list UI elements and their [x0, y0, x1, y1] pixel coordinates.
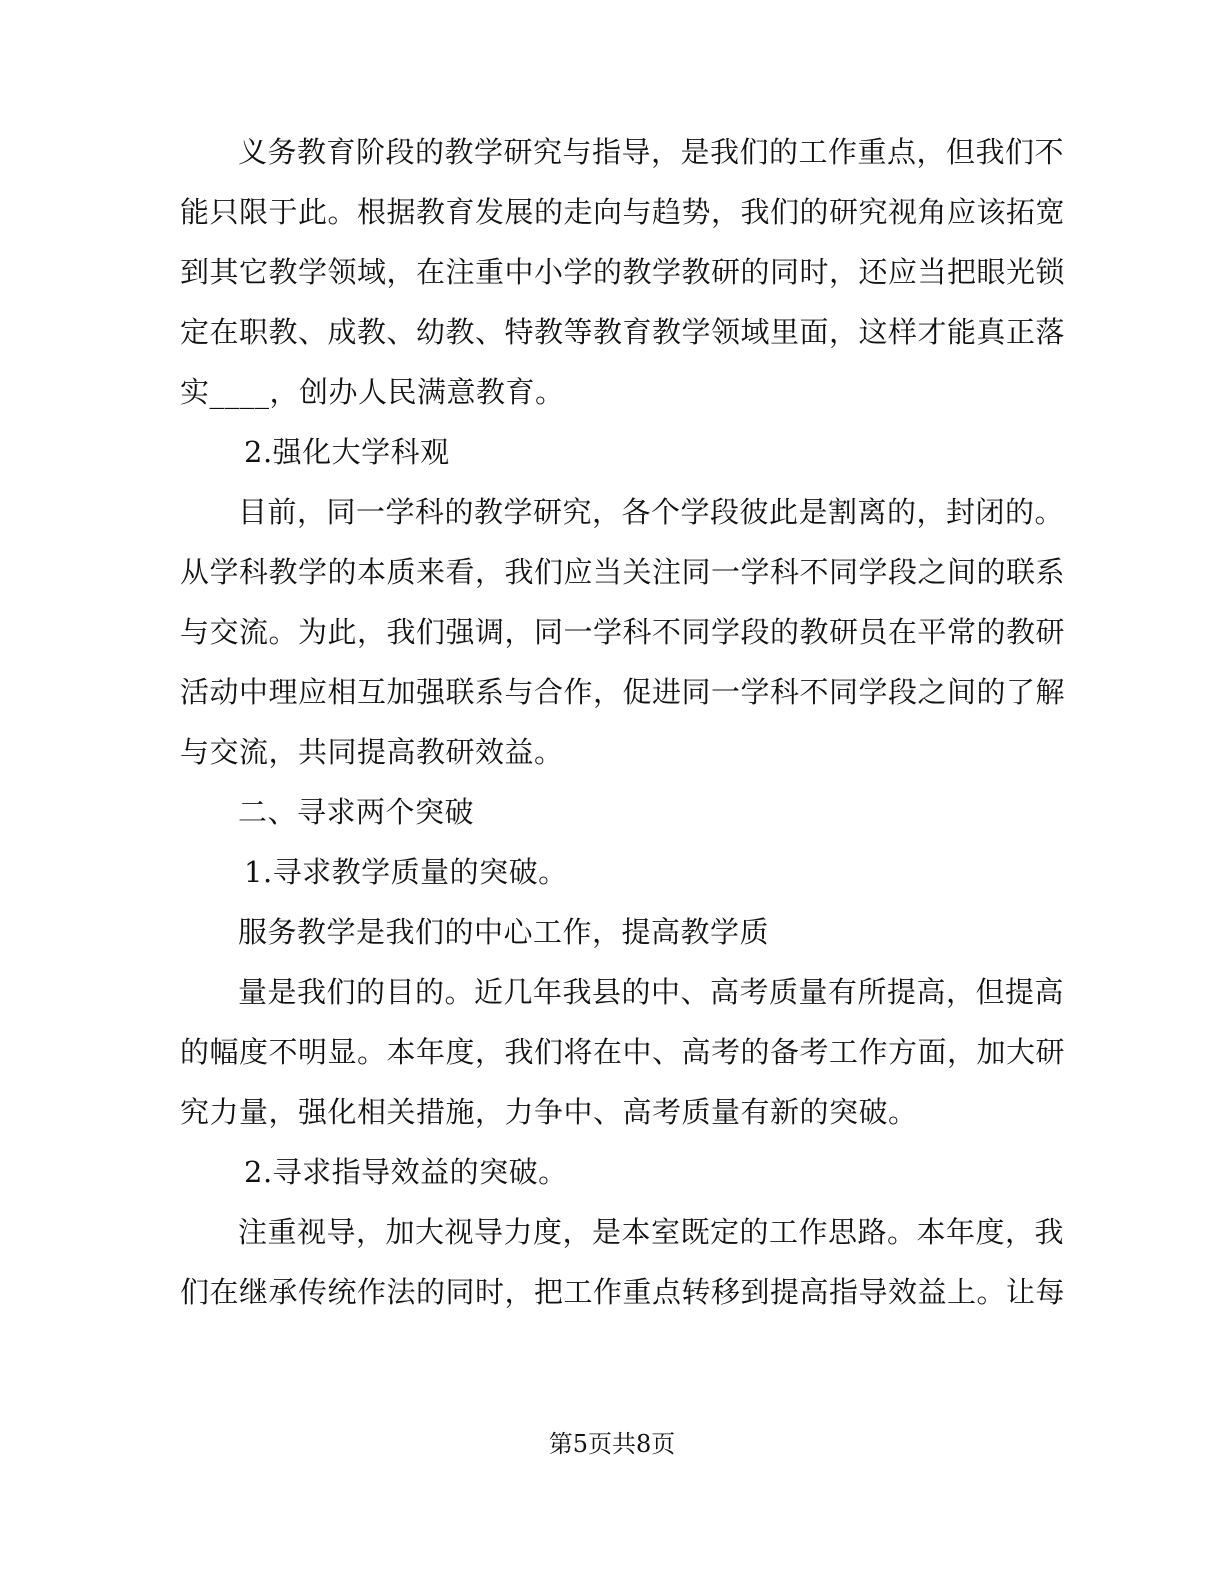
text-line: 与交流，共同提高教研效益。 — [180, 735, 564, 769]
subsection-heading: 1.寻求教学质量的突破。 — [244, 855, 568, 889]
text-line: 的幅度不明显。本年度，我们将在中、高考的备考工作方面，加大研 — [180, 1035, 1066, 1069]
text-line: 服务教学是我们的中心工作，提高教学质 — [238, 915, 770, 949]
text-line: 量是我们的目的。近几年我县的中、高考质量有所提高，但提高 — [238, 975, 1065, 1009]
page-number-footer: 第5页共8页 — [548, 1430, 676, 1458]
text-line: 目前，同一学科的教学研究，各个学段彼此是割离的，封闭的。 — [238, 495, 1065, 529]
text-line: 实____，创办人民满意教育。 — [180, 375, 565, 409]
section-heading: 2.强化大学科观 — [244, 435, 450, 469]
text-line: 义务教育阶段的教学研究与指导，是我们的工作重点，但我们不 — [238, 135, 1065, 169]
text-line: 定在职教、成教、幼教、特教等教育教学领域里面，这样才能真正落 — [180, 315, 1066, 349]
text-line: 究力量，强化相关措施，力争中、高考质量有新的突破。 — [180, 1095, 918, 1129]
text-line: 到其它教学领域，在注重中小学的教学教研的同时，还应当把眼光锁 — [180, 255, 1066, 289]
text-line: 从学科教学的本质来看，我们应当关注同一学科不同学段之间的联系 — [180, 555, 1066, 589]
text-line: 活动中理应相互加强联系与合作，促进同一学科不同学段之间的了解 — [180, 675, 1066, 709]
text-line: 与交流。为此，我们强调，同一学科不同学段的教研员在平常的教研 — [180, 615, 1066, 649]
section-heading: 二、寻求两个突破 — [238, 795, 475, 829]
text-line: 们在继承传统作法的同时，把工作重点转移到提高指导效益上。让每 — [180, 1275, 1066, 1309]
text-line: 能只限于此。根据教育发展的走向与趋势，我们的研究视角应该拓宽 — [180, 195, 1066, 229]
text-line: 注重视导，加大视导力度，是本室既定的工作思路。本年度，我 — [238, 1215, 1065, 1249]
subsection-heading: 2.寻求指导效益的突破。 — [244, 1155, 568, 1189]
